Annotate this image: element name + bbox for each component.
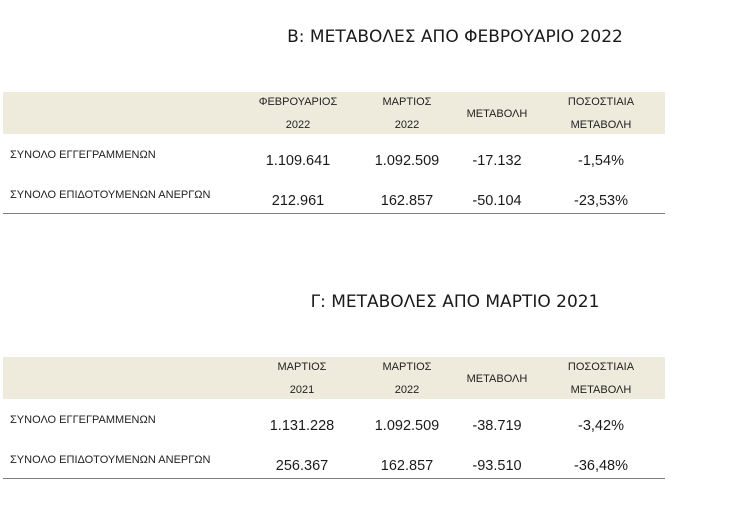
cell-value-percent-change: -23,53% [573, 193, 628, 209]
table-changes-since-march-2021 [3, 357, 665, 481]
header-text: ΜΕΤΑΒΟΛΗ [570, 119, 632, 131]
header-text: ΜΕΤΑΒΟΛΗ [466, 373, 528, 385]
header-cell-march-2022 [357, 356, 457, 402]
table-header [3, 357, 665, 399]
row-label: ΣΥΝΟΛΟ ΕΓΓΕΓΡΑΜΜΕΝΩΝ [10, 414, 156, 426]
table-row [3, 409, 665, 439]
cell-value-change: -17.132 [472, 153, 522, 169]
header-text: ΦΕΒΡΟΥΑΡΙΟΣ [258, 96, 338, 108]
table-row [3, 449, 665, 479]
cell-value-col2: 1.092.509 [374, 153, 440, 169]
cell-value-col2: 162.857 [380, 458, 434, 474]
header-text: ΜΕΤΑΒΟΛΗ [466, 108, 528, 120]
cell-value-change: -38.719 [472, 418, 522, 434]
header-text: 2022 [285, 119, 311, 131]
header-cell-february-2022 [248, 91, 348, 137]
cell-value-percent-change: -3,42% [578, 418, 624, 434]
cell-value-change: -50.104 [472, 193, 522, 209]
cell-value-col2: 1.092.509 [374, 418, 440, 434]
header-cell-percent-change [551, 356, 651, 402]
row-label: ΣΥΝΟΛΟ ΕΓΓΕΓΡΑΜΜΕΝΩΝ [10, 149, 156, 161]
cell-value-percent-change: -1,54% [578, 153, 624, 169]
cell-value-col1: 1.109.641 [265, 153, 331, 169]
table-changes-since-february-2022 [3, 92, 665, 216]
section-title-g: Γ: ΜΕΤΑΒΟΛΕΣ ΑΠΟ ΜΑΡΤΙΟ 2021 [310, 292, 600, 312]
table-row [3, 144, 665, 174]
header-text: ΠΟΣΟΣΤΙΑΙΑ [567, 361, 635, 373]
table-header [3, 92, 665, 134]
header-text: ΠΟΣΟΣΤΙΑΙΑ [567, 96, 635, 108]
section-title-b: Β: ΜΕΤΑΒΟΛΕΣ ΑΠΟ ΦΕΒΡΟΥΑΡΙΟ 2022 [287, 27, 623, 47]
header-cell-change [447, 93, 547, 135]
header-cell-march-2021 [252, 356, 352, 402]
cell-value-change: -93.510 [472, 458, 522, 474]
table-bottom-rule [3, 478, 665, 479]
header-cell-percent-change [551, 91, 651, 137]
header-text: ΜΑΡΤΙΟΣ [382, 361, 432, 373]
header-cell-march-2022 [357, 91, 457, 137]
table-row [3, 184, 665, 214]
cell-value-percent-change: -36,48% [573, 458, 628, 474]
row-label: ΣΥΝΟΛΟ ΕΠΙΔΟΤΟΥΜΕΝΩΝ ΑΝΕΡΓΩΝ [10, 189, 211, 201]
header-text: ΜΑΡΤΙΟΣ [277, 361, 327, 373]
cell-value-col2: 162.857 [380, 193, 434, 209]
cell-value-col1: 256.367 [275, 458, 329, 474]
header-text: ΜΕΤΑΒΟΛΗ [570, 384, 632, 396]
header-text: 2022 [394, 119, 420, 131]
header-text: 2021 [289, 384, 315, 396]
header-text: ΜΑΡΤΙΟΣ [382, 96, 432, 108]
cell-value-col1: 1.131.228 [269, 418, 335, 434]
row-label: ΣΥΝΟΛΟ ΕΠΙΔΟΤΟΥΜΕΝΩΝ ΑΝΕΡΓΩΝ [10, 454, 211, 466]
cell-value-col1: 212.961 [271, 193, 325, 209]
header-text: 2022 [394, 384, 420, 396]
table-bottom-rule [3, 213, 665, 214]
header-cell-change [447, 358, 547, 400]
